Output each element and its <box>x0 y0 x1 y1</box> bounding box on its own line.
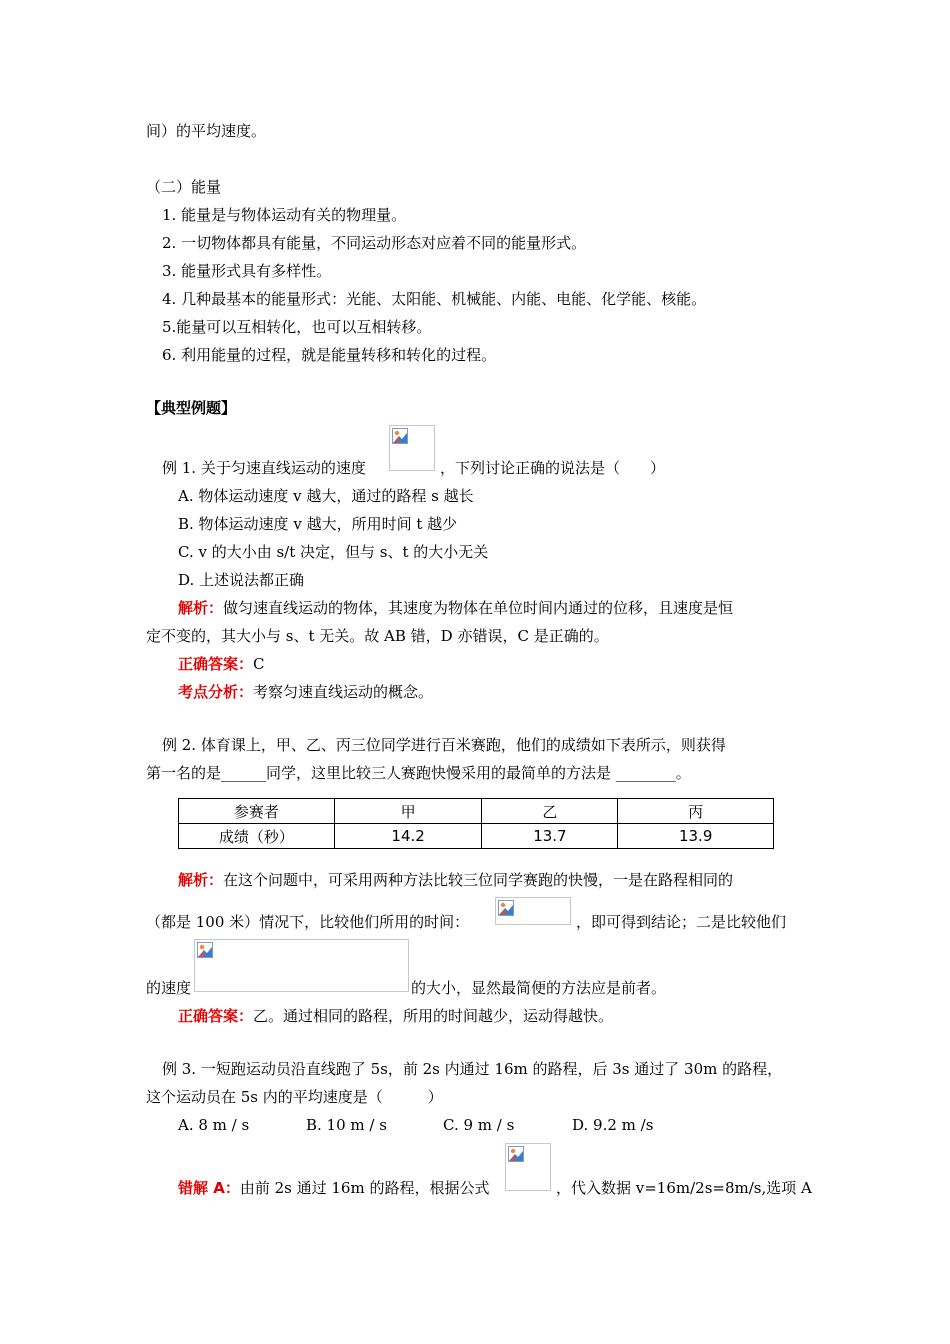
wrong-solution-text-a: 由前 2s 通过 16m 的路程，根据公式 <box>239 1179 490 1197</box>
option-c: C. v 的大小由 s/t 决定，但与 s、t 的大小无关 <box>178 543 489 561</box>
example-1-keypoint <box>178 682 433 702</box>
analysis-text: 在这个问题中，可采用两种方法比较三位同学赛跑的快慢，一是在路程相同的 <box>223 871 734 889</box>
table-cell: 13.7 <box>482 824 618 849</box>
keypoint-text: 考察匀速直线运动的概念。 <box>253 683 434 701</box>
table-header-cell: 乙 <box>482 799 618 824</box>
example-2-analysis-text-a: （都是 100 米）情况下，比较他们所用的时间： <box>146 913 470 931</box>
answer-label: 正确答案： <box>178 1007 254 1025</box>
list-item: 3. 能量形式具有多样性。 <box>162 262 332 280</box>
example-2-analysis-text-b: ，即可得到结论；二是比较他们 <box>576 913 787 931</box>
broken-image-icon <box>498 900 514 916</box>
list-item: 5.能量可以互相转化，也可以互相转移。 <box>162 318 432 336</box>
option-b: B. 10 m / s <box>306 1116 387 1134</box>
example-1-text-a: 例 1. 关于匀速直线运动的速度 <box>162 459 366 477</box>
example-2-analysis <box>178 870 733 890</box>
broken-image-icon <box>197 942 213 958</box>
table-header-cell: 参赛者 <box>179 799 335 824</box>
formula-image <box>505 1143 551 1191</box>
table-header-cell: 甲 <box>334 799 482 824</box>
analysis-label: 解析： <box>178 871 224 889</box>
option-c: C. 9 m / s <box>443 1116 515 1134</box>
option-d: D. 上述说法都正确 <box>178 571 305 589</box>
answer-text: 乙。通过相同的路程，所用的时间越少，运动得越快。 <box>253 1007 614 1025</box>
answer-text: C <box>253 655 265 673</box>
example-1-question <box>162 458 366 478</box>
list-item: 4. 几种最基本的能量形式：光能、太阳能、机械能、内能、电能、化学能、核能。 <box>162 290 707 308</box>
analysis-text: 做匀速直线运动的物体，其速度为物体在单位时间内通过的位移，且速度是恒 <box>223 599 734 617</box>
example-1-analysis <box>178 598 733 618</box>
broken-image-icon <box>508 1146 524 1162</box>
list-item: 2. 一切物体都具有能量，不同运动形态对应着不同的能量形式。 <box>162 234 587 252</box>
list-item: 6. 利用能量的过程，就是能量转移和转化的过程。 <box>162 346 497 364</box>
table-cell: 成绩（秒） <box>179 824 335 849</box>
formula-image <box>194 939 409 992</box>
example-2-analysis-text-c: 的速度 <box>146 979 192 997</box>
formula-image <box>495 897 571 925</box>
option-a: A. 物体运动速度 v 越大，通过的路程 s 越长 <box>178 487 474 505</box>
example-2-question-cont: 第一名的是______同学，这里比较三人赛跑快慢采用的最简单的方法是 ________。 <box>146 764 691 782</box>
table-cell: 13.9 <box>618 824 774 849</box>
broken-image-icon <box>392 428 408 444</box>
table-header-cell: 丙 <box>618 799 774 824</box>
keypoint-label: 考点分析： <box>178 683 254 701</box>
example-1-text-b: ，下列讨论正确的说法是（ ） <box>440 459 666 477</box>
example-3-question-cont: 这个运动员在 5s 内的平均速度是（ ） <box>146 1088 443 1106</box>
example-1-answer <box>178 654 265 674</box>
score-table <box>178 798 774 849</box>
answer-label: 正确答案： <box>178 655 254 673</box>
section-heading-examples: 【典型例题】 <box>146 399 237 417</box>
formula-image <box>389 425 435 471</box>
example-3-question: 例 3. 一短跑运动员沿直线跑了 5s，前 2s 内通过 16m 的路程，后 3s 通过了 30m 的路程， <box>162 1060 783 1078</box>
table-row <box>179 824 774 849</box>
option-a: A. 8 m / s <box>178 1116 250 1134</box>
table-cell: 14.2 <box>334 824 482 849</box>
analysis-label: 解析： <box>178 599 224 617</box>
example-2-answer <box>178 1006 613 1026</box>
example-2-question: 例 2. 体育课上，甲、乙、丙三位同学进行百米赛跑，他们的成绩如下表所示，则获得 <box>162 736 726 754</box>
option-b: B. 物体运动速度 v 越大，所用时间 t 越少 <box>178 515 458 533</box>
example-2-analysis-text-d: 的大小，显然最简便的方法应是前者。 <box>411 979 667 997</box>
example-3-wrong-solution <box>178 1178 489 1198</box>
wrong-solution-text-b: ，代入数据 v=16m/2s=8m/s,选项 A <box>556 1179 812 1197</box>
section-heading-energy: （二）能量 <box>146 178 222 196</box>
example-1-analysis-cont: 定不变的，其大小与 s、t 无关。故 AB 错，D 亦错误，C 是正确的。 <box>146 627 609 645</box>
list-item: 1. 能量是与物体运动有关的物理量。 <box>162 206 407 224</box>
wrong-solution-label: 错解 A： <box>178 1179 240 1197</box>
option-d: D. 9.2 m /s <box>572 1116 654 1134</box>
text-line: 间）的平均速度。 <box>146 122 267 140</box>
table-header-row <box>179 799 774 824</box>
